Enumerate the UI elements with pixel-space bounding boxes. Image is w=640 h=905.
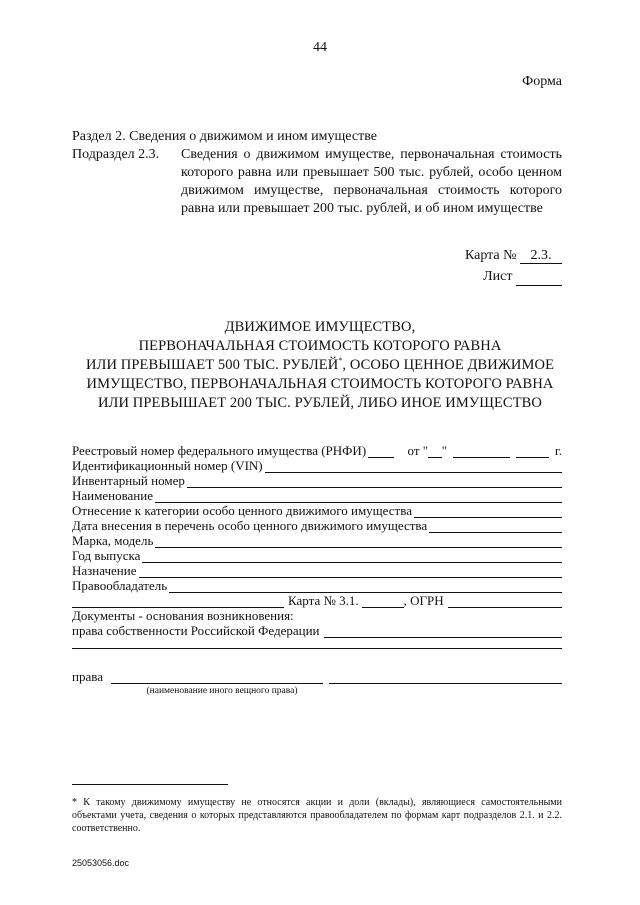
date-included-blank[interactable]: [429, 521, 562, 533]
rights-label: права: [72, 669, 103, 684]
ogrn-label: , ОГРН: [403, 593, 444, 608]
form-label: Форма: [522, 74, 562, 89]
rnfi-day-blank[interactable]: [428, 446, 442, 458]
category-label: Отнесение к категории особо ценного движимого имущества: [72, 503, 412, 518]
rnfi-blank[interactable]: [368, 446, 393, 458]
name-row: [72, 488, 562, 503]
card-number-line: [465, 247, 562, 265]
brand-blank[interactable]: [155, 536, 562, 548]
owner-card-row: [72, 593, 562, 608]
document-code: 25053056.doc: [72, 858, 130, 868]
page-number: 44: [313, 40, 327, 55]
rnfi-from-label: от ": [407, 443, 429, 458]
brand-label: Марка, модель: [72, 533, 154, 548]
title-line-4: ИМУЩЕСТВО, ПЕРВОНАЧАЛЬНАЯ СТОИМОСТЬ КОТОРОГО РАВНА: [86, 376, 554, 392]
inventory-label: Инвентарный номер: [72, 473, 185, 488]
federal-label: права собственности Российской Федерации: [72, 623, 320, 638]
owner-name-blank[interactable]: [72, 596, 284, 608]
vin-label: Идентификационный номер (VIN): [72, 458, 263, 473]
sheet-line: [483, 268, 562, 286]
brand-row: [72, 533, 562, 548]
category-blank[interactable]: [414, 506, 562, 518]
purpose-label: Назначение: [72, 563, 137, 578]
rights-row: [72, 669, 562, 684]
federal-continuation-line[interactable]: [72, 648, 562, 649]
date-included-label: Дата внесения в перечень особо ценного движимого имущества: [72, 518, 428, 533]
owner-label: Правообладатель: [72, 578, 168, 593]
inventory-blank[interactable]: [187, 476, 562, 488]
rights-caption: (наименование иного вещного права): [146, 686, 298, 696]
owner-card-label: Карта № 3.1.: [288, 593, 359, 608]
year-blank[interactable]: [142, 551, 562, 563]
rnfi-year-label: г.: [554, 443, 562, 458]
year-label: Год выпуска: [72, 548, 141, 563]
documents-label: Документы - основания возникновения:: [72, 608, 294, 623]
federal-row: [72, 623, 562, 638]
footnote: * К такому движимому имуществу не относятся акции и доли (вклады), являющиеся самостоятельными объектами учета, сведения о которых представляются правообладателем по формам карт подразделов 2.1. и 2.2. соответственно.: [72, 797, 562, 834]
form-title: [60, 318, 580, 413]
sheet-label: Лист: [483, 269, 513, 284]
purpose-row: [72, 563, 562, 578]
rnfi-label: Реестровый номер федерального имущества (РНФИ): [72, 443, 367, 458]
title-line-2: ПЕРВОНАЧАЛЬНАЯ СТОИМОСТЬ КОТОРОГО РАВНА: [138, 338, 502, 354]
federal-blank[interactable]: [324, 626, 563, 638]
vin-blank[interactable]: [265, 461, 562, 473]
rnfi-row: [72, 443, 562, 458]
title-line-3a: ИЛИ ПРЕВЫШАЕТ 500 ТЫС. РУБЛЕЙ: [85, 357, 339, 373]
year-row: [72, 548, 562, 563]
section-heading: Раздел 2. Сведения о движимом и ином имуществе: [72, 129, 377, 144]
title-line-3b: , ОСОБО ЦЕННОЕ ДВИЖИМОЕ: [342, 357, 555, 373]
owner-blank[interactable]: [169, 581, 562, 593]
vin-row: [72, 458, 562, 473]
rights-blank[interactable]: [329, 672, 562, 684]
title-line-1: ДВИЖИМОЕ ИМУЩЕСТВО,: [224, 319, 416, 335]
rights-name-blank[interactable]: [111, 672, 323, 684]
category-row: [72, 503, 562, 518]
footnote-separator: [72, 784, 228, 785]
documents-row: [72, 608, 562, 623]
name-blank[interactable]: [155, 491, 562, 503]
rnfi-year-blank[interactable]: [516, 446, 549, 458]
title-line-3: [60, 356, 580, 375]
footnote-mark: *: [338, 356, 343, 366]
date-included-row: [72, 518, 562, 533]
owner-row: [72, 578, 562, 593]
title-line-5: ИЛИ ПРЕВЫШАЕТ 200 ТЫС. РУБЛЕЙ, ЛИБО ИНОЕ ИМУЩЕСТВО: [97, 395, 542, 411]
inventory-row: [72, 473, 562, 488]
rnfi-quote: ": [441, 443, 448, 458]
purpose-blank[interactable]: [139, 566, 563, 578]
owner-card-blank[interactable]: [362, 596, 404, 608]
sheet-number-blank[interactable]: [516, 271, 562, 286]
rnfi-month-blank[interactable]: [453, 446, 510, 458]
card-label: Карта №: [464, 248, 517, 263]
ogrn-blank[interactable]: [448, 596, 562, 608]
subsection-text: Сведения о движимом имуществе, первоначальная стоимость которого равна или превышает 500 тыс. рублей, особо ценном движимом имуществе, первоначальная стоимость которого равна или превышает 200 тыс. рублей, и об ином имуществе: [181, 147, 562, 216]
subsection-label: Подраздел 2.3.: [72, 147, 160, 162]
card-number: 2.3.: [520, 248, 562, 264]
name-label: Наименование: [72, 488, 153, 503]
